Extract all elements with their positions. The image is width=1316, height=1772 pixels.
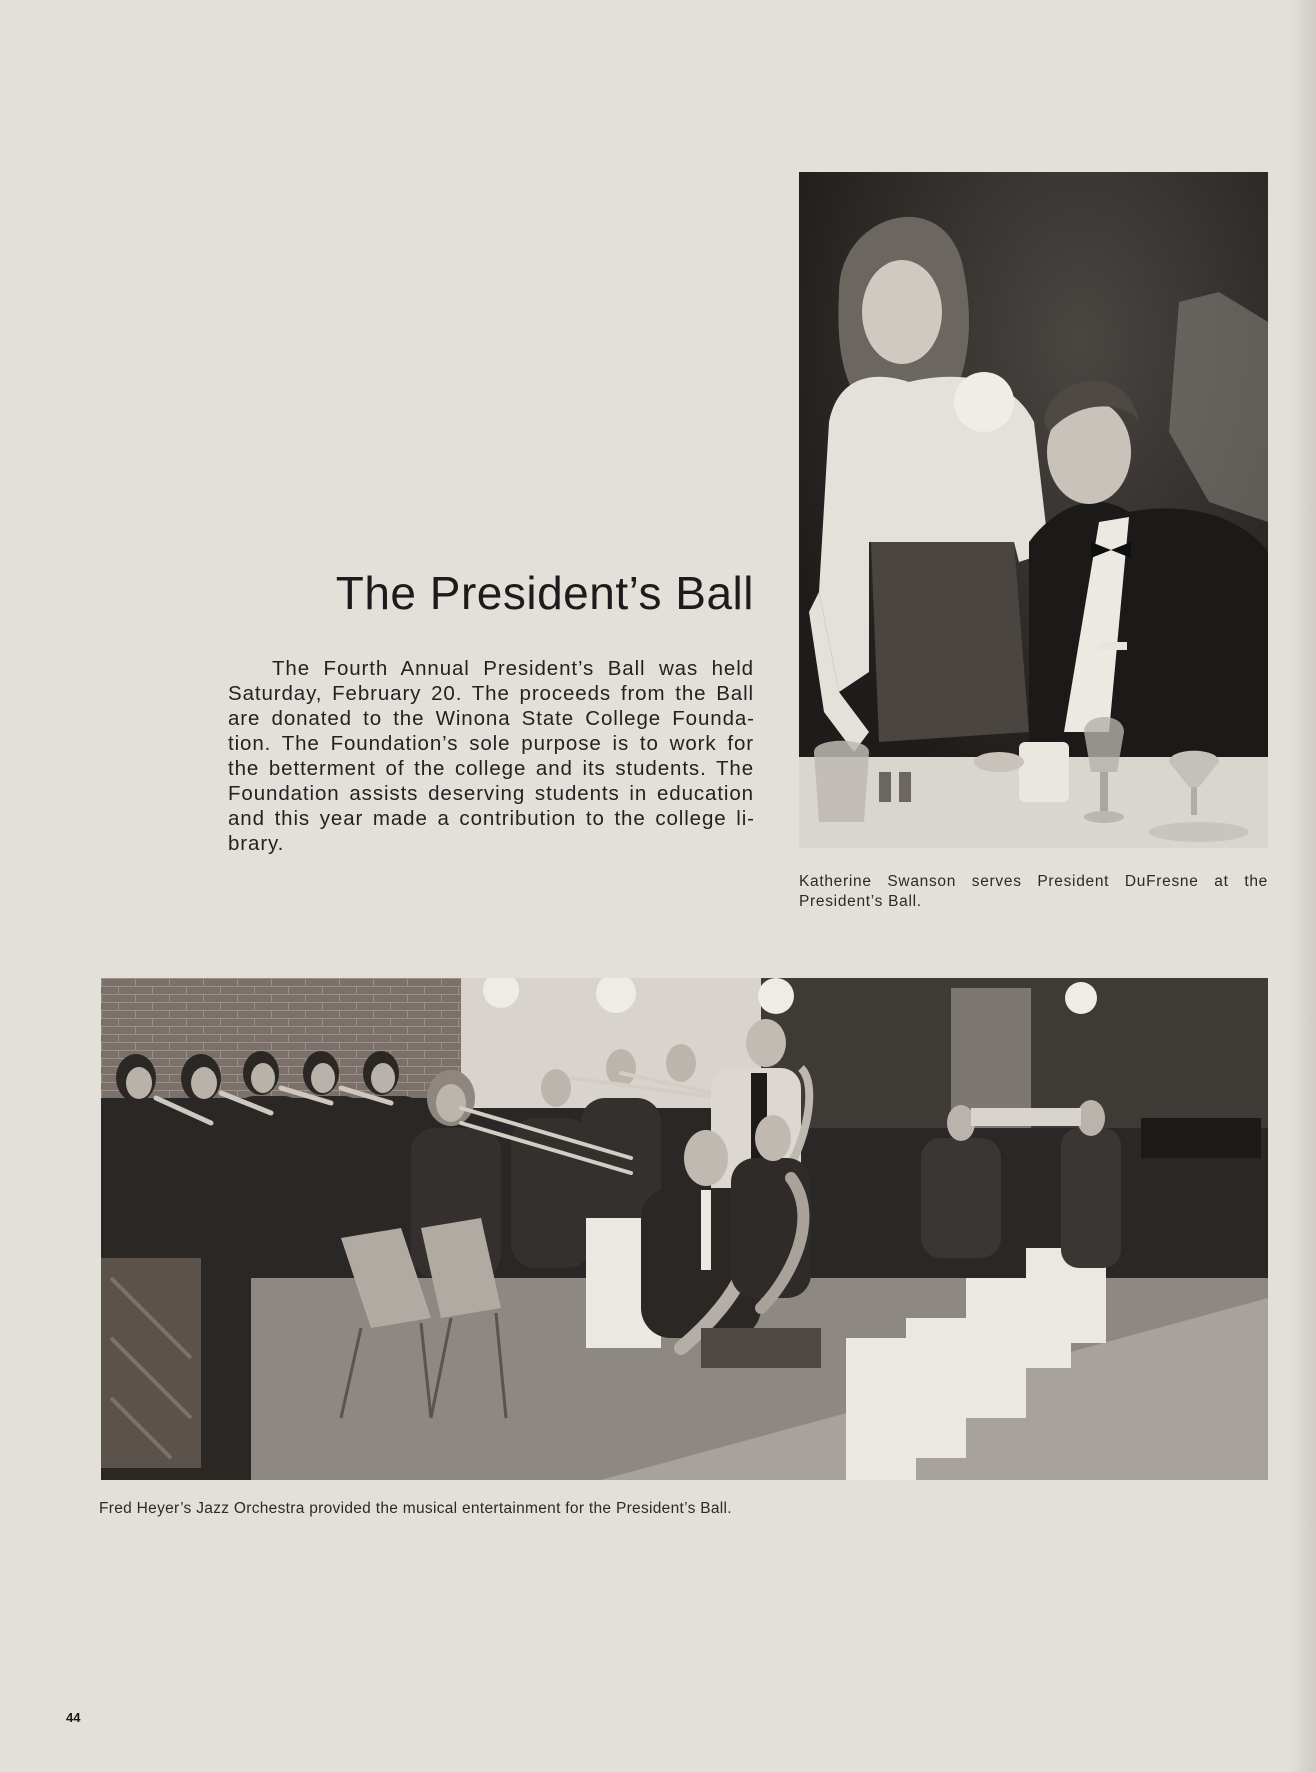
top-photo-caption: Katherine Swanson serves President DuFresne at the President’s Ball. (799, 873, 1268, 910)
photo-woman-serving-president (799, 172, 1268, 848)
photo-jazz-orchestra (101, 978, 1268, 1480)
article-body: The Fourth Annual President’s Ball was held Saturday, February 20. The proceeds from the Ball are donated to the Winona State College Foundation. The Foundation’s sole purpose is to work for the betterment of the college and its students. The Foundation assists deserving students in education and this year made a contribution to the college library. (228, 657, 754, 855)
page-number: 44 (66, 1710, 81, 1725)
page-edge-shadow (1290, 0, 1316, 1772)
article-title: The President’s Ball (335, 567, 754, 619)
bottom-photo-caption: Fred Heyer’s Jazz Orchestra provided the musical entertainment for the President’s Ball. (99, 1500, 732, 1517)
